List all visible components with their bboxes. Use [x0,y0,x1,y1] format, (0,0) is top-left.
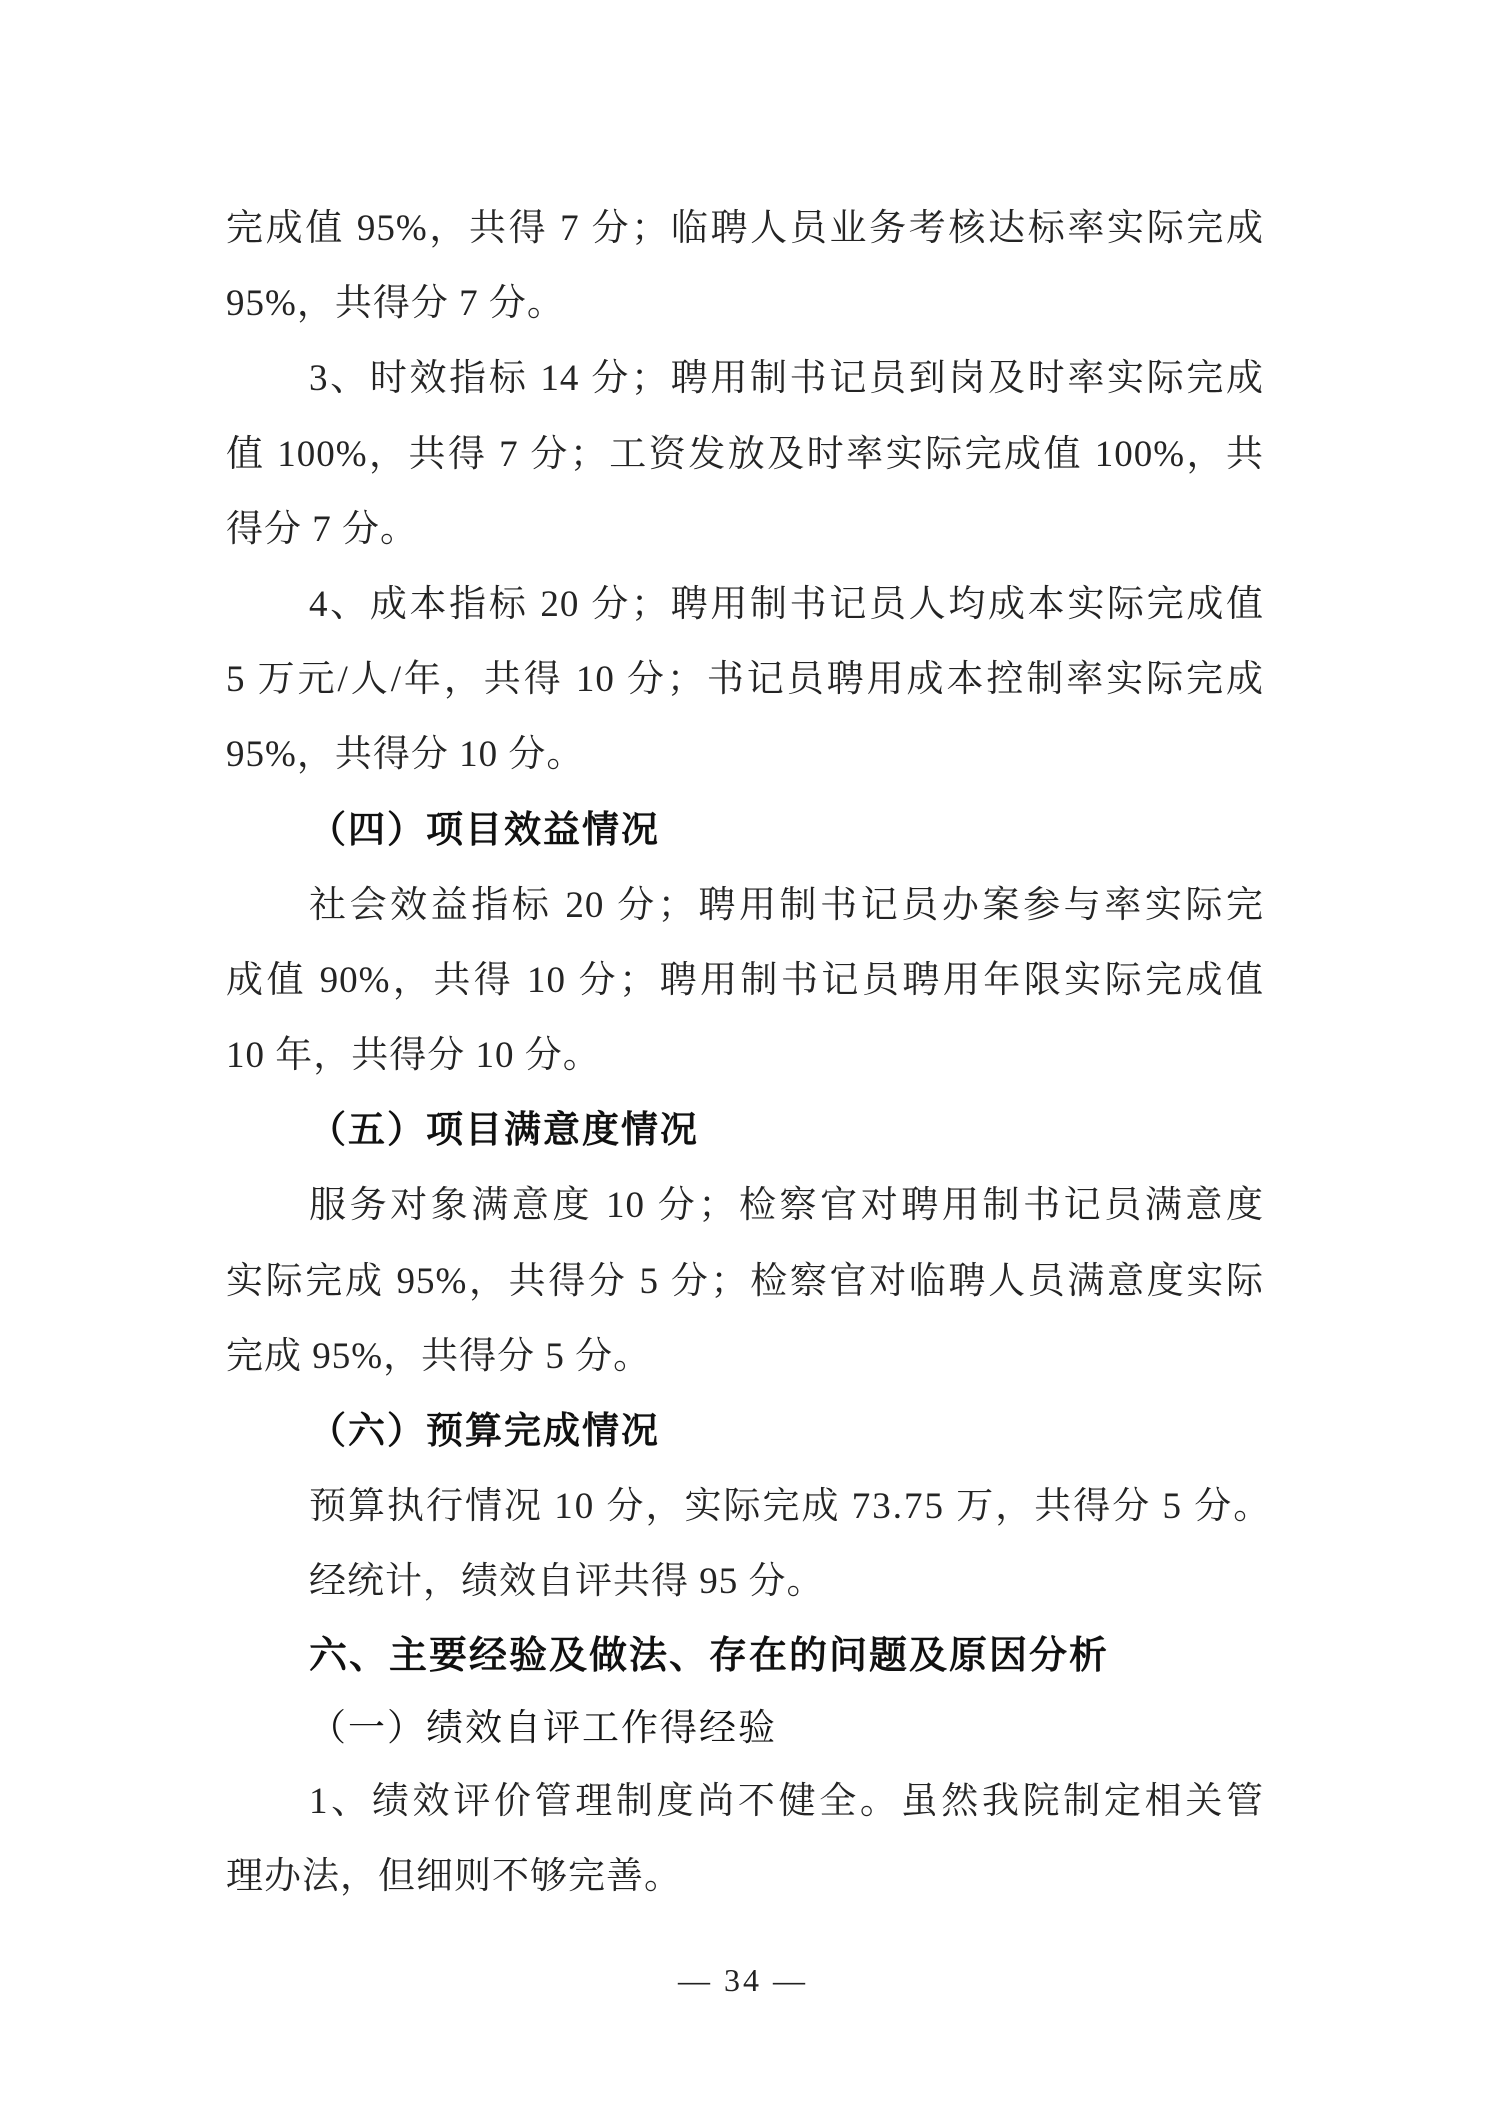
body-line: 得分 7 分。 [226,508,418,550]
body-line: 4、成本指标 20 分；聘用制书记员人均成本实际完成值 [309,583,1264,625]
body-line: 实际完成 95%，共得分 5 分；检察官对临聘人员满意度实际 [226,1260,1264,1302]
paragraph-timeliness-score [226,341,1264,567]
subsection-heading-experience: （一）绩效自评工作得经验 [309,1706,777,1748]
page-number: — 34 — [678,1962,808,1998]
body-line: 服务对象满意度 10 分；检察官对聘用制书记员满意度 [309,1185,1264,1227]
body-line: 1、绩效评价管理制度尚不健全。虽然我院制定相关管 [309,1780,1264,1822]
body-line: 95%，共得分 10 分。 [226,734,585,776]
subsection-heading-budget: （六）预算完成情况 [309,1411,660,1452]
paragraph-satisfaction [226,1168,1264,1394]
paragraph-summary [226,1544,1264,1619]
body-line: 成值 90%，共得 10 分；聘用制书记员聘用年限实际完成值 [226,959,1264,1001]
subsection-heading-satisfaction: （五）项目满意度情况 [309,1110,699,1152]
paragraph-budget [226,1469,1273,1544]
body-line: 95%，共得分 7 分。 [226,283,565,325]
body-line: 完成 95%，共得分 5 分。 [226,1335,652,1377]
document-body [226,191,1273,1914]
body-line: 经统计，绩效自评共得 95 分。 [309,1561,825,1603]
paragraph-quality-score [226,191,1264,341]
paragraph-management-system [226,1764,1264,1914]
body-line: 完成值 95%，共得 7 分；临聘人员业务考核达标率实际完成 [226,208,1264,249]
paragraph-cost-score [226,567,1264,793]
body-line: 10 年，共得分 10 分。 [226,1035,601,1077]
paragraph-benefit [226,868,1264,1094]
body-line: 5 万元/人/年，共得 10 分；书记员聘用成本控制率实际完成 [226,659,1264,701]
body-line: 3、时效指标 14 分；聘用制书记员到岗及时率实际完成 [309,358,1264,400]
body-line: 理办法，但细则不够完善。 [226,1855,682,1897]
body-line: 值 100%，共得 7 分；工资发放及时率实际完成值 100%，共 [226,433,1264,475]
body-line: 预算执行情况 10 分，实际完成 73.75 万，共得分 5 分。 [309,1486,1273,1528]
subsection-heading-benefit: （四）项目效益情况 [309,809,660,851]
section-heading: 六、主要经验及做法、存在的问题及原因分析 [309,1634,1110,1677]
body-line: 社会效益指标 20 分；聘用制书记员办案参与率实际完 [309,884,1264,926]
